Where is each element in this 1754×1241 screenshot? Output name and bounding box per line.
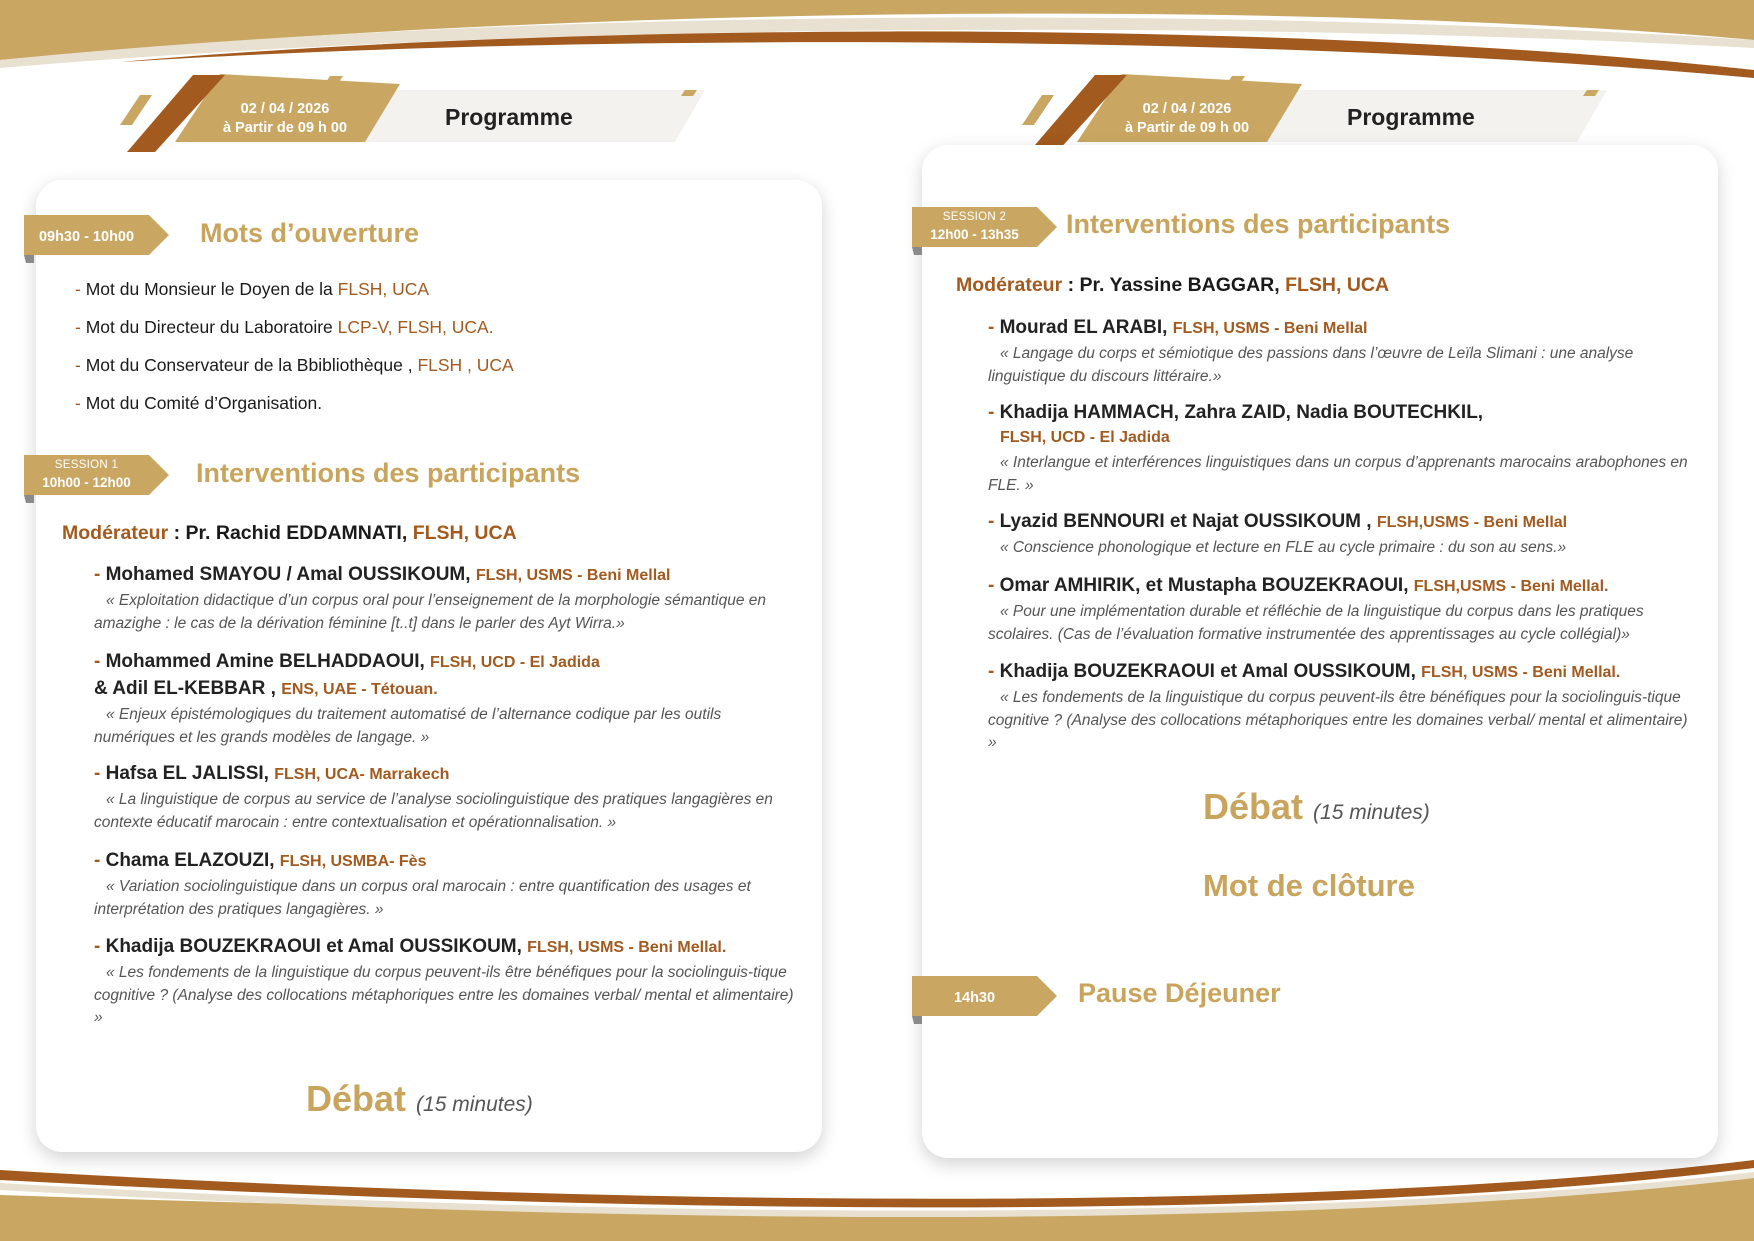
list-item: - Omar AMHIRIK, et Mustapha BOUZEKRAOUI, FLSH,USMS - Beni Mellal. « Pour une implémentation durable et réfléchie de la linguistique du corpus dans les pratiques scolaires. (Cas de l’évaluation formative instrumentée des apprentissages au cycle collégial)» [988,574,1693,646]
item-text: Mot du Comité d’Organisation. [85,393,323,413]
list-item: - Mot du Monsieur le Doyen de la FLSH, UCA [75,279,430,299]
speaker-affiliation-2: ENS, UAE - Tétouan. [281,681,438,698]
opening-title: Mots d’ouverture [200,218,420,248]
session1-label: SESSION 1 [54,459,119,471]
lunch-time: 14h30 [953,990,996,1006]
item-affiliation: FLSH, UCA [337,279,430,299]
speaker-affiliation: FLSH, USMBA- Fès [279,853,427,870]
session2-title: Interventions des participants [1066,209,1451,239]
opening-time: 09h30 - 10h00 [38,229,135,245]
opening-list [75,270,514,422]
talk-title: « Les fondements de la linguistique du corpus peuvent-ils être bénéfiques pour la sociolinguis-tique cognitive ? (Analyse des collocations métaphoriques entre les domaines verbal/ mental et alimentaire) » [988,689,1688,751]
speaker-affiliation: FLSH,USMS - Beni Mellal [1376,514,1568,531]
left-header-banner [115,70,715,160]
session1-title: Interventions des participants [196,458,581,488]
session2-moderator [956,274,1389,297]
left-header-title: Programme [445,104,573,130]
speaker-name: Mohamed SMAYOU / Amal OUSSIKOUM, [105,564,476,585]
talk-title: « Conscience phonologique et lecture en FLE au cycle primaire : du son au sens.» [1000,539,1567,556]
list-item: - Mot du Conservateur de la Bbibliothèque , FLSH , UCA [75,355,514,375]
speaker-name: Khadija BOUZEKRAOUI et Amal OUSSIKOUM, [999,661,1422,682]
right-header-date: 02 / 04 / 2026 [1142,101,1232,117]
session2-tag [912,207,1057,255]
list-item: - Hafsa EL JALISSI, FLSH, UCA- Marrakech « La linguistique de corpus au service de l’analyse sociolinguistique des pratiques langagières en contexte éducatif marocain : entre contextualisation et opérationnalisation. » [94,762,804,834]
session2-time: 12h00 - 13h35 [930,227,1019,242]
speaker-affiliation: FLSH,USMS - Beni Mellal. [1413,578,1609,595]
item-affiliation: LCP-V, FLSH, UCA. [337,317,494,337]
speaker-name: Chama ELAZOUZI, [105,850,280,871]
list-item: - Mot du Comité d’Organisation. [75,393,323,413]
right-header-time: à Partir de 09 h 00 [1124,120,1250,136]
talk-title: « Interlangue et interférences linguistiques dans un corpus d’apprenants marocains arabophones en FLE. » [988,454,1688,494]
speaker-name: Mohammed Amine BELHADDAOUI, [105,651,431,672]
moderator-affiliation: FLSH, UCA [412,522,517,544]
debate-label: Débat [306,1078,407,1119]
speaker-affiliation: FLSH, UCD - El Jadida [430,654,600,671]
moderator-label: Modérateur [956,274,1063,296]
list-item: - Mohamed SMAYOU / Amal OUSSIKOUM, FLSH, USMS - Beni Mellal « Exploitation didactique d’un corpus oral pour l’enseignement de la morphologie sémantique en amazighe : le cas de la dérivation féminine [t..t] dans le parler des Ayt Wirra.» [94,563,804,635]
item-affiliation: FLSH , UCA [417,355,514,375]
speaker-name: Lyazid BENNOURI et Najat OUSSIKOUM , [999,511,1377,532]
speaker-affiliation: FLSH, USMS - Beni Mellal. [527,939,727,956]
speaker-affiliation: FLSH, USMS - Beni Mellal [1172,320,1368,337]
list-item: - Khadija BOUZEKRAOUI et Amal OUSSIKOUM, FLSH, USMS - Beni Mellal. « Les fondements de la linguistique du corpus peuvent-ils être bénéfiques pour la sociolinguis-tique cognitive ? (Analyse des collocations métaphoriques entre les domaines verbal/ mental et alimentaire) » [94,935,804,1030]
speaker-name: Khadija BOUZEKRAOUI et Amal OUSSIKOUM, [105,936,528,957]
speaker-name: Khadija HAMMACH, Zahra ZAID, Nadia BOUTECHKIL, [999,402,1484,423]
session1-time: 10h00 - 12h00 [42,475,131,490]
speaker-affiliation: FLSH, UCA- Marrakech [274,766,450,783]
moderator-affiliation: FLSH, UCA [1285,274,1390,296]
debate-duration: (15 minutes) [1313,801,1430,824]
moderator-name: : Pr. Yassine BAGGAR, [1062,274,1286,296]
right-header-title: Programme [1347,104,1475,130]
speaker-affiliation: FLSH, UCD - El Jadida [1000,429,1170,446]
moderator-label: Modérateur [62,522,169,544]
left-header-date: 02 / 04 / 2026 [240,101,330,117]
left-header-time: à Partir de 09 h 00 [222,120,348,136]
right-header-datetime [1107,100,1267,138]
speaker-name-2: & Adil EL-KEBBAR , [94,678,282,699]
opening-time-tag [24,215,169,263]
session1-moderator [62,522,517,545]
list-item: - Chama ELAZOUZI, FLSH, USMBA- Fès « Variation sociolinguistique dans un corpus oral marocain : entre quantification des usages et interprétation des pratiques langagières. » [94,849,804,921]
speaker-name: Mourad EL ARABI, [999,317,1173,338]
speaker-name: Hafsa EL JALISSI, [105,763,275,784]
closing-title: Mot de clôture [1203,868,1415,903]
debate-label: Débat [1203,786,1304,827]
right-debate [1203,786,1430,828]
list-item: - Mohammed Amine BELHADDAOUI, FLSH, UCD - El Jadida & Adil EL-KEBBAR , ENS, UAE - Tétouan. « Enjeux épistémologiques du traitement automatisé de l’alternance codique par les outils numériques et les grands modèles de langage. » [94,650,804,749]
talk-title: « Les fondements de la linguistique du corpus peuvent-ils être bénéfiques pour la sociolinguis-tique cognitive ? (Analyse des collocations métaphoriques entre les domaines verbal/ mental et alimentaire) » [94,964,794,1026]
lunch-time-tag [912,976,1057,1024]
left-debate [306,1078,533,1120]
session1-tag [24,455,169,503]
talk-title: « Enjeux épistémologiques du traitement automatisé de l’alternance codique par les outils numériques et les grands modèles de langage. » [94,706,722,746]
talk-title: « Langage du corps et sémiotique des passions dans l’œuvre de Leïla Slimani : une analyse linguistique du discours littéraire.» [988,345,1634,385]
lunch-title: Pause Déjeuner [1078,978,1281,1008]
talk-title: « Exploitation didactique d’un corpus oral pour l’enseignement de la morphologie sémantique en amazighe : le cas de la dérivation féminine [t..t] dans le parler des Ayt Wirra.» [94,592,767,632]
list-item: - Khadija BOUZEKRAOUI et Amal OUSSIKOUM, FLSH, USMS - Beni Mellal. « Les fondements de la linguistique du corpus peuvent-ils être bénéfiques pour la sociolinguis-tique cognitive ? (Analyse des collocations métaphoriques entre les domaines verbal/ mental et alimentaire) » [988,660,1693,755]
talk-title: « La linguistique de corpus au service de l’analyse sociolinguistique des pratiques langagières en contexte éducatif marocain : entre contextualisation et opérationnalisation. » [94,791,773,831]
item-text: Mot du Monsieur le Doyen de la [85,279,338,299]
speaker-affiliation: FLSH, USMS - Beni Mellal. [1421,664,1621,681]
list-item: - Khadija HAMMACH, Zahra ZAID, Nadia BOUTECHKIL, FLSH, UCD - El Jadida « Interlangue et interférences linguistiques dans un corpus d’apprenants marocains arabophones en FLE. » [988,401,1693,497]
item-text: Mot du Directeur du Laboratoire [85,317,338,337]
list-item: - Mot du Directeur du Laboratoire LCP-V, FLSH, UCA. [75,317,494,337]
session2-label: SESSION 2 [942,211,1007,223]
talk-title: « Pour une implémentation durable et réfléchie de la linguistique du corpus dans les pratiques scolaires. (Cas de l’évaluation formative instrumentée des apprentissages au cycle collégial)» [988,603,1644,643]
moderator-name: : Pr. Rachid EDDAMNATI, [168,522,413,544]
debate-duration: (15 minutes) [416,1093,533,1116]
left-header-datetime [205,100,365,138]
list-item: - Lyazid BENNOURI et Najat OUSSIKOUM , FLSH,USMS - Beni Mellal « Conscience phonologique et lecture en FLE au cycle primaire : du son au sens.» [988,510,1693,560]
speaker-name: Omar AMHIRIK, et Mustapha BOUZEKRAOUI, [999,575,1414,596]
talk-title: « Variation sociolinguistique dans un corpus oral marocain : entre quantification des usages et interprétation des pratiques langagières. » [94,878,751,918]
speaker-affiliation: FLSH, USMS - Beni Mellal [475,567,671,584]
list-item: - Mourad EL ARABI, FLSH, USMS - Beni Mellal « Langage du corps et sémiotique des passions dans l’œuvre de Leïla Slimani : une analyse linguistique du discours littéraire.» [988,316,1693,388]
item-text: Mot du Conservateur de la Bbibliothèque , [85,355,418,375]
